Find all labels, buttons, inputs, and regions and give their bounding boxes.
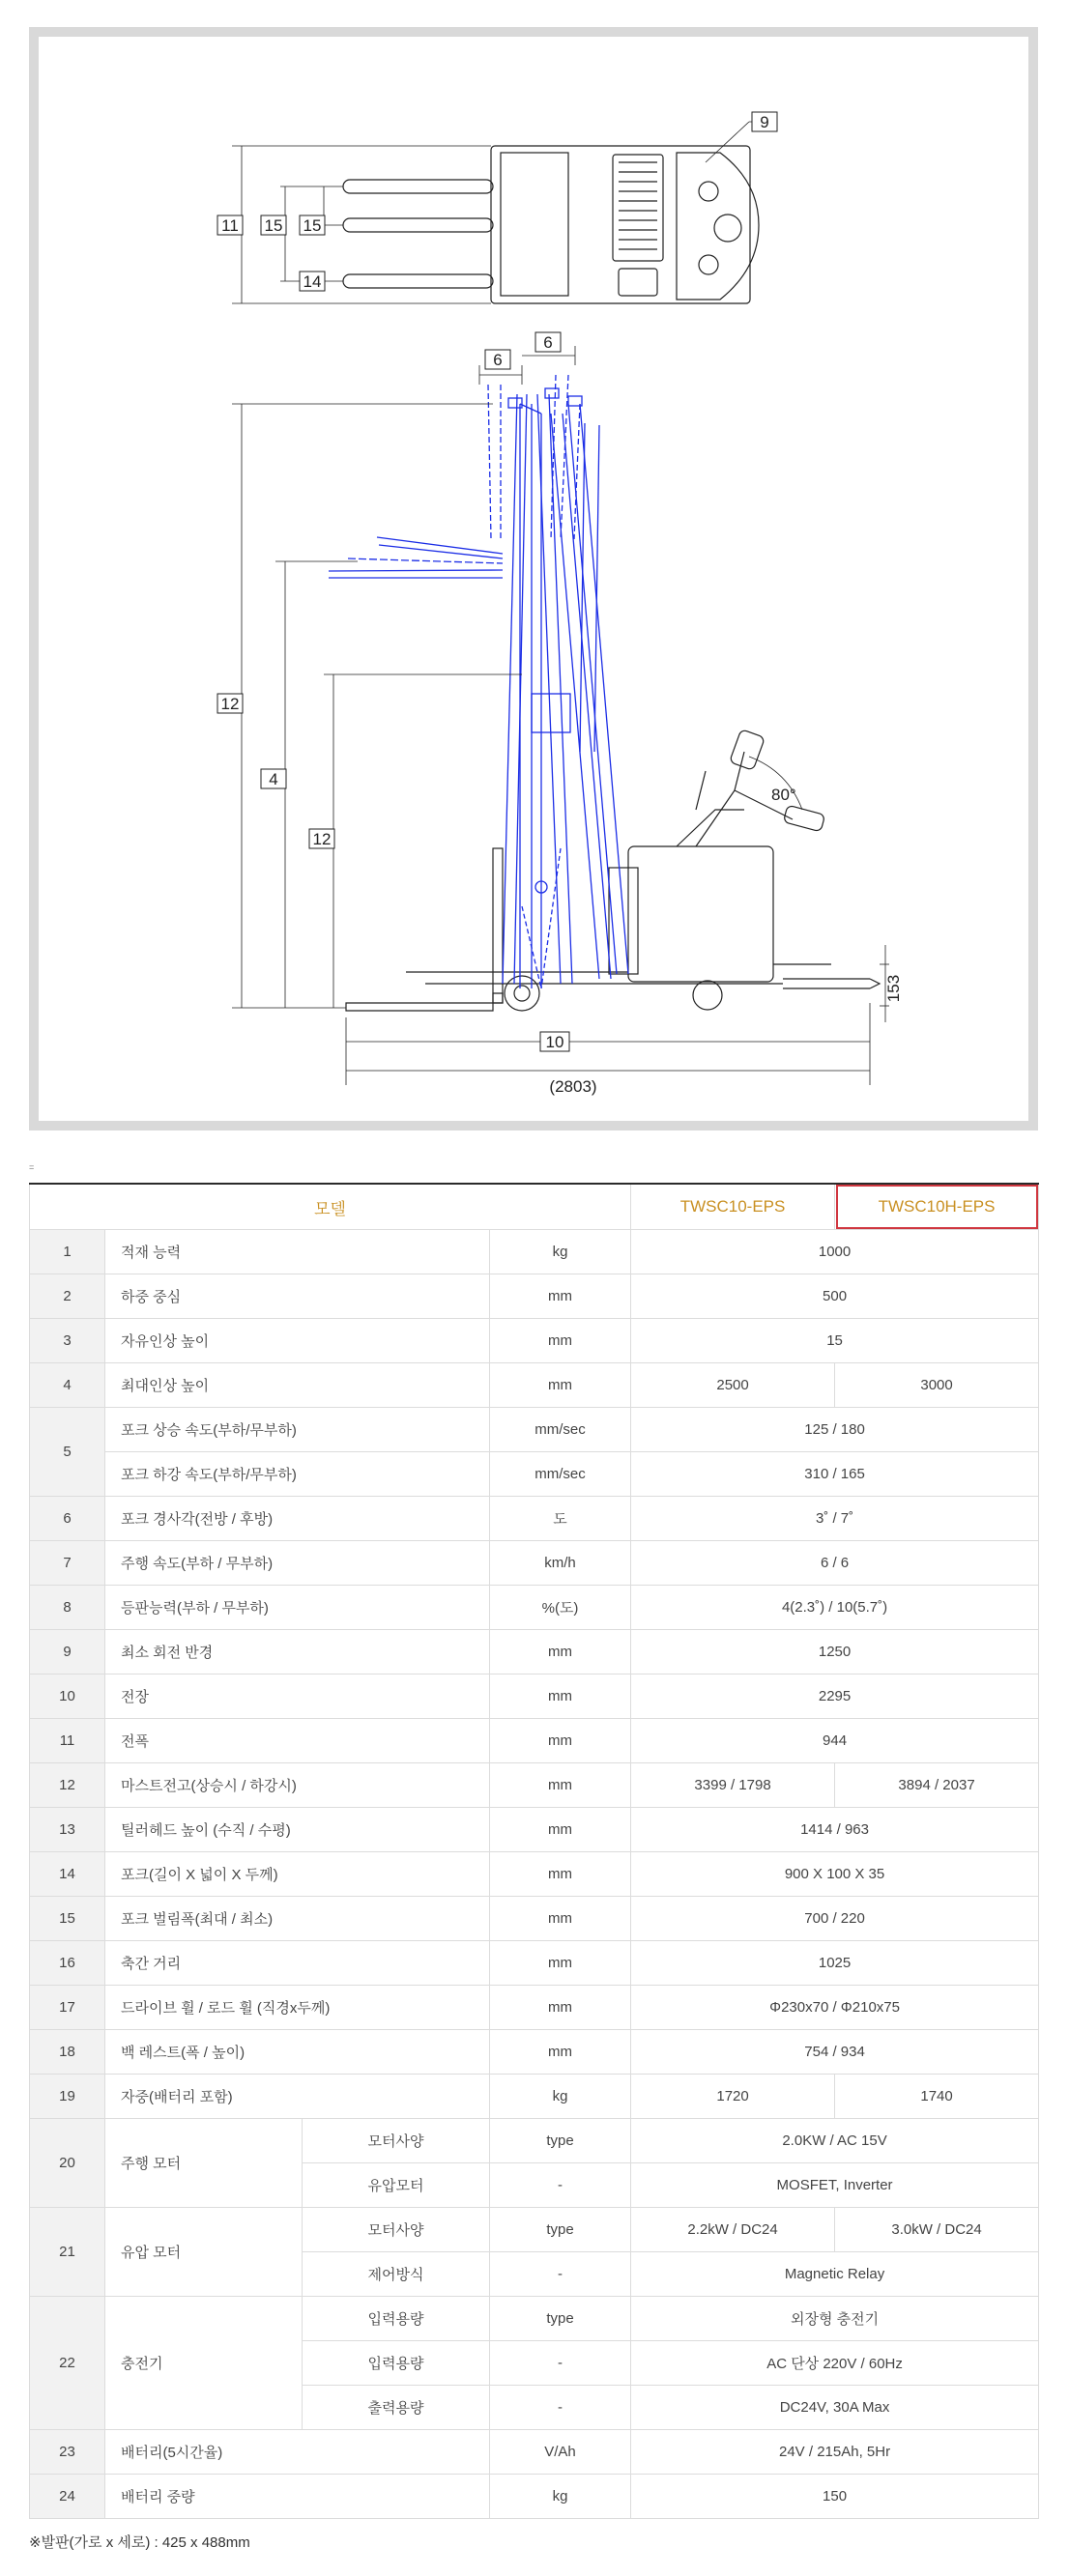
side-view-mast	[329, 375, 628, 988]
dim-label-2803: (2803)	[549, 1077, 597, 1096]
row-value: DC24V, 30A Max	[631, 2386, 1039, 2430]
row-value: 6 / 6	[631, 1541, 1039, 1586]
row-number: 17	[30, 1986, 105, 2030]
dim-label-4: 4	[269, 770, 278, 788]
dim-label-12b: 12	[312, 830, 332, 848]
row-value: 900 X 100 X 35	[631, 1852, 1039, 1897]
small-mark: =	[29, 1162, 35, 1172]
row-unit: mm	[490, 1986, 631, 2030]
row-unit: kg	[490, 2475, 631, 2519]
dim-label-6b: 6	[543, 333, 553, 352]
row-number: 11	[30, 1719, 105, 1763]
row-subitem: 출력용량	[303, 2386, 490, 2430]
row-number: 15	[30, 1897, 105, 1941]
row-value: 2.0KW / AC 15V	[631, 2119, 1039, 2163]
table-row	[30, 1630, 1039, 1674]
row-value: 125 / 180	[631, 1408, 1039, 1452]
row-number: 5	[30, 1408, 105, 1497]
row-unit: mm	[490, 1719, 631, 1763]
footnote: ※발판(가로 x 세로) : 425 x 488mm	[29, 2534, 250, 2551]
row-value: 700 / 220	[631, 1897, 1039, 1941]
row-number: 23	[30, 2430, 105, 2475]
row-item: 전장	[105, 1674, 490, 1719]
row-number: 21	[30, 2208, 105, 2297]
row-value: 2295	[631, 1674, 1039, 1719]
row-unit: mm	[490, 1808, 631, 1852]
row-item: 등판능력(부하 / 무부하)	[105, 1586, 490, 1630]
row-value: 24V / 215Ah, 5Hr	[631, 2430, 1039, 2475]
row-value: Φ230x70 / Φ210x75	[631, 1986, 1039, 2030]
row-item: 자중(배터리 포함)	[105, 2075, 490, 2119]
row-number: 12	[30, 1763, 105, 1808]
table-row	[30, 1674, 1039, 1719]
row-unit: mm	[490, 1852, 631, 1897]
table-row	[30, 2030, 1039, 2075]
dim-label-angle: 80°	[771, 786, 796, 804]
row-item: 주행 모터	[105, 2119, 303, 2208]
row-number: 10	[30, 1674, 105, 1719]
row-value-model1: 1720	[631, 2075, 835, 2119]
dim-label-11: 11	[221, 216, 239, 235]
row-value: Magnetic Relay	[631, 2252, 1039, 2297]
row-value: 1025	[631, 1941, 1039, 1986]
dim-label-12a: 12	[220, 695, 240, 713]
row-value: 1250	[631, 1630, 1039, 1674]
row-number: 8	[30, 1586, 105, 1630]
row-item: 드라이브 휠 / 로드 휠 (직경x두께)	[105, 1986, 490, 2030]
table-row	[30, 1897, 1039, 1941]
row-unit: V/Ah	[490, 2430, 631, 2475]
row-item: 하중 중심	[105, 1274, 490, 1319]
row-unit: -	[490, 2252, 631, 2297]
row-item: 배터리(5시간율)	[105, 2430, 490, 2475]
row-value: 15	[631, 1319, 1039, 1363]
table-row	[30, 1941, 1039, 1986]
row-number: 20	[30, 2119, 105, 2208]
dim-label-15a: 15	[264, 216, 283, 235]
row-item: 유압 모터	[105, 2208, 303, 2297]
table-row	[30, 2430, 1039, 2475]
row-unit: -	[490, 2341, 631, 2386]
row-unit: mm/sec	[490, 1408, 631, 1452]
row-item: 축간 거리	[105, 1941, 490, 1986]
row-value: 1414 / 963	[631, 1808, 1039, 1852]
row-unit: mm	[490, 1319, 631, 1363]
table-row	[30, 1319, 1039, 1363]
table-row	[30, 1452, 1039, 1497]
table-row	[30, 1497, 1039, 1541]
row-unit: mm	[490, 1897, 631, 1941]
dim-label-15b: 15	[303, 216, 322, 235]
row-unit: 도	[490, 1497, 631, 1541]
row-unit: mm	[490, 1630, 631, 1674]
table-row	[30, 2075, 1039, 2119]
row-unit: kg	[490, 2075, 631, 2119]
row-value: AC 단상 220V / 60Hz	[631, 2341, 1039, 2386]
row-item: 백 레스트(폭 / 높이)	[105, 2030, 490, 2075]
row-item: 틸러헤드 높이 (수직 / 수평)	[105, 1808, 490, 1852]
row-item: 배터리 중량	[105, 2475, 490, 2519]
row-number: 3	[30, 1319, 105, 1363]
row-unit: kg	[490, 1230, 631, 1274]
row-value-model1: 2.2kW / DC24	[631, 2208, 835, 2252]
row-item: 포크 경사각(전방 / 후방)	[105, 1497, 490, 1541]
row-number: 4	[30, 1363, 105, 1408]
row-number: 24	[30, 2475, 105, 2519]
row-subitem: 입력용량	[303, 2297, 490, 2341]
row-unit: mm	[490, 2030, 631, 2075]
table-row	[30, 1808, 1039, 1852]
row-subitem: 입력용량	[303, 2341, 490, 2386]
table-row	[30, 1230, 1039, 1274]
row-value-model2: 3000	[835, 1363, 1039, 1408]
table-row	[30, 2297, 1039, 2341]
row-value: 150	[631, 2475, 1039, 2519]
table-row	[30, 1408, 1039, 1452]
row-item: 포크(길이 X 넓이 X 두께)	[105, 1852, 490, 1897]
row-value-model1: 3399 / 1798	[631, 1763, 835, 1808]
row-unit: type	[490, 2119, 631, 2163]
table-row	[30, 1719, 1039, 1763]
row-number: 18	[30, 2030, 105, 2075]
table-row	[30, 1852, 1039, 1897]
row-value: 외장형 충전기	[631, 2297, 1039, 2341]
row-unit: type	[490, 2297, 631, 2341]
table-header-row	[30, 1184, 1039, 1230]
model-label: 모델	[30, 1184, 631, 1230]
row-value: 4(2.3˚) / 10(5.7˚)	[631, 1586, 1039, 1630]
table-row	[30, 1274, 1039, 1319]
technical-drawing	[39, 37, 1028, 1121]
dim-label-10: 10	[545, 1033, 564, 1051]
row-value-model2: 3894 / 2037	[835, 1763, 1039, 1808]
row-item: 마스트전고(상승시 / 하강시)	[105, 1763, 490, 1808]
row-subitem: 모터사양	[303, 2119, 490, 2163]
row-unit: mm	[490, 1674, 631, 1719]
row-subitem: 제어방식	[303, 2252, 490, 2297]
table-row	[30, 2119, 1039, 2163]
row-unit: %(도)	[490, 1586, 631, 1630]
row-item: 전폭	[105, 1719, 490, 1763]
row-unit: km/h	[490, 1541, 631, 1586]
row-number: 6	[30, 1497, 105, 1541]
row-item: 최대인상 높이	[105, 1363, 490, 1408]
row-item: 주행 속도(부하 / 무부하)	[105, 1541, 490, 1586]
row-number: 13	[30, 1808, 105, 1852]
row-value-model2: 3.0kW / DC24	[835, 2208, 1039, 2252]
model-twsc10h-eps[interactable]: TWSC10H-EPS	[835, 1184, 1039, 1230]
table-row	[30, 1363, 1039, 1408]
row-subitem: 유압모터	[303, 2163, 490, 2208]
row-value: MOSFET, Inverter	[631, 2163, 1039, 2208]
row-value: 1000	[631, 1230, 1039, 1274]
row-unit: mm/sec	[490, 1452, 631, 1497]
row-value: 3˚ / 7˚	[631, 1497, 1039, 1541]
row-subitem: 모터사양	[303, 2208, 490, 2252]
row-unit: mm	[490, 1763, 631, 1808]
row-number: 19	[30, 2075, 105, 2119]
dim-label-9: 9	[760, 113, 769, 131]
forklift-dimension-drawing	[39, 37, 1028, 1121]
row-unit: mm	[490, 1363, 631, 1408]
row-item: 적재 능력	[105, 1230, 490, 1274]
row-item: 포크 상승 속도(부하/무부하)	[105, 1408, 490, 1452]
row-number: 7	[30, 1541, 105, 1586]
table-row	[30, 2208, 1039, 2252]
row-value-model2: 1740	[835, 2075, 1039, 2119]
row-value: 500	[631, 1274, 1039, 1319]
row-value: 310 / 165	[631, 1452, 1039, 1497]
row-item: 포크 하강 속도(부하/무부하)	[105, 1452, 490, 1497]
row-value: 754 / 934	[631, 2030, 1039, 2075]
model-twsc10-eps[interactable]: TWSC10-EPS	[631, 1184, 835, 1230]
dim-label-14: 14	[303, 272, 322, 291]
row-value-model1: 2500	[631, 1363, 835, 1408]
table-row	[30, 1541, 1039, 1586]
row-unit: mm	[490, 1274, 631, 1319]
row-number: 22	[30, 2297, 105, 2430]
row-value: 944	[631, 1719, 1039, 1763]
row-unit: mm	[490, 1941, 631, 1986]
side-view-truck	[346, 730, 880, 1011]
row-item: 자유인상 높이	[105, 1319, 490, 1363]
row-item: 충전기	[105, 2297, 303, 2430]
row-number: 1	[30, 1230, 105, 1274]
table-row	[30, 1586, 1039, 1630]
technical-drawing-frame	[29, 27, 1038, 1131]
dim-label-153: 153	[884, 974, 903, 1003]
row-unit: type	[490, 2208, 631, 2252]
table-row	[30, 1986, 1039, 2030]
row-unit: -	[490, 2163, 631, 2208]
row-item: 포크 벌림폭(최대 / 최소)	[105, 1897, 490, 1941]
row-unit: -	[490, 2386, 631, 2430]
row-item: 최소 회전 반경	[105, 1630, 490, 1674]
row-number: 9	[30, 1630, 105, 1674]
row-number: 16	[30, 1941, 105, 1986]
row-number: 14	[30, 1852, 105, 1897]
spec-table	[29, 1183, 1039, 2519]
dimension-labels	[217, 112, 903, 1096]
table-row	[30, 2475, 1039, 2519]
table-row	[30, 1763, 1039, 1808]
row-number: 2	[30, 1274, 105, 1319]
dim-label-6a: 6	[493, 351, 503, 369]
